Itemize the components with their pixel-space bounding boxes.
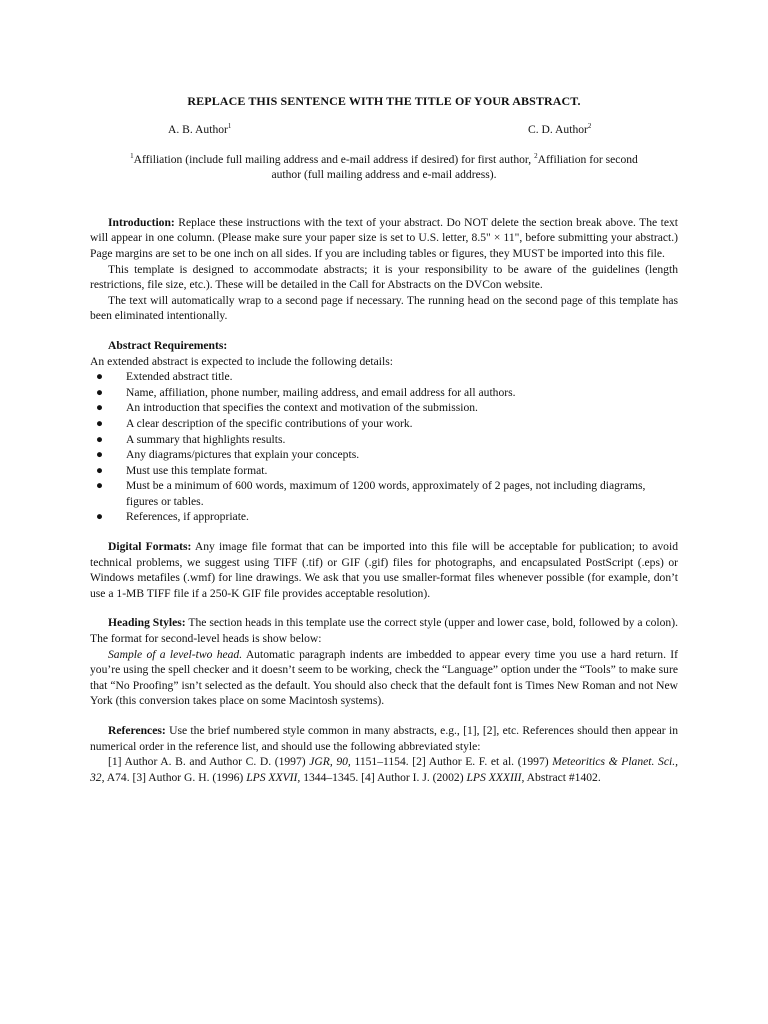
reference-1-pages: 1151–1154. [2] Author E. F. et al. (1997) [350,755,553,769]
requirements-heading: Abstract Requirements: [108,338,228,352]
affiliation-text-1: Affiliation (include full mailing address and e-mail address if desired) for first author, [133,152,535,166]
bullet-icon: ● [96,463,104,477]
affiliation-text-2: Affiliation for second author (full mailing address and e-mail address). [271,152,638,182]
author-1-sup: 1 [227,121,232,130]
heading-styles-section [90,615,678,709]
digital-formats-text: Any image file format that can be imported into this file will be acceptable for publication; to avoid technical problems, we suggest using TIFF (.tif) or GIF (.gif) files for photographs, and encapsulated PostScript (.eps) or Windows metafiles (.wmf) for line drawings. We ask that you use smaller-format files whenever possible (for example, don’t use a 1-MB TIFF file if a 250-K GIF file provides acceptable resolution). [90,540,678,600]
digital-formats-section [90,539,678,601]
reference-4-pages: Abstract #1402. [524,770,601,784]
author-2 [528,122,591,138]
introduction-paragraph-3: The text will automatically wrap to a second page if necessary. The running head on the second page of this template has been eliminated intentionally. [90,293,678,323]
introduction-heading: Introduction: [108,215,175,229]
bullet-icon: ● [96,416,104,430]
bullet-icon: ● [96,448,104,462]
reference-1: [1] Author A. B. and Author C. D. (1997) [108,755,310,769]
document-page [90,94,678,799]
list-item [90,447,678,463]
heading-styles-text: The section heads in this template use the correct style (upper and lower case, bold, followed by a colon). The format for second-level heads is show below: [90,616,678,646]
heading-styles-heading: Heading Styles: [108,616,186,630]
list-item [90,369,678,385]
reference-1-journal: JGR, 90, [309,755,351,769]
author-1 [168,122,231,138]
references-heading: References: [108,724,166,737]
author-1-name: A. B. Author [168,122,228,136]
list-item [90,478,678,509]
requirements-intro: An extended abstract is expected to include the following details: [90,354,393,368]
level-two-paragraph [90,647,678,709]
level-two-heading: Sample of a level-two head. [108,647,243,661]
bullet-icon: ● [96,432,104,446]
author-2-name: C. D. Author [528,122,588,136]
reference-4-journal: LPS XXXIII, [466,770,525,784]
list-item-text: Extended abstract title. [126,370,233,384]
references-paragraph [90,723,678,754]
introduction-paragraph-2: This template is designed to accommodate abstracts; it is your responsibility to be aware of the guidelines (length restrictions, file size, etc.). These will be detailed in the Call for Abstracts on the DVCon website. [90,262,678,292]
reference-2-journal: Meteoritics & Planet. Sci., 32, [90,755,678,784]
author-2-sup: 2 [587,121,592,130]
bullet-icon: ● [96,401,104,415]
requirements-section [90,338,678,525]
affiliation-block [90,152,678,183]
introduction-text-1: Replace these instructions with the text of your abstract. Do NOT delete the section break above. The text will appear in one column. (Please make sure your paper size is set to U.S. letter, 8.5" × 11", before submitting your abstract.) Page margins are set to be one inch on all sides. If you are including tables or figures, they MUST be imported into this file. [90,215,678,260]
list-item-text: Must use this template format. [126,463,268,477]
list-item [90,385,678,401]
author-line [90,122,678,142]
digital-formats-heading: Digital Formats: [108,540,192,554]
references-text: Use the brief numbered style common in many abstracts, e.g., [1], [2], etc. References should then appear in numerical order in the reference list, and should use the following abbreviated style: [90,724,678,753]
reference-3-journal: LPS XXVII, [246,770,301,784]
list-item [90,509,678,525]
list-item-text: A clear description of the specific contributions of your work. [126,416,413,430]
reference-list [90,754,678,785]
list-item-text: References, if appropriate. [126,510,249,524]
list-item-text: Must be a minimum of 600 words, maximum of 1200 words, approximately of 2 pages, not including diagrams, figures or tables. [126,479,646,508]
bullet-icon: ● [96,479,104,493]
introduction-section [90,215,678,324]
list-item [90,463,678,479]
references-section [90,723,678,785]
abstract-title: REPLACE THIS SENTENCE WITH THE TITLE OF YOUR ABSTRACT. [187,94,581,108]
reference-3-pages: 1344–1345. [4] Author I. J. (2002) [300,770,467,784]
level-two-text: Automatic paragraph indents are imbedded to appear every time you use a hard return. If you’re using the spell checker and it doesn’t seem to be working, check the “Language” option under the “Tools” to make sure that “No Proofing” isn’t selected as the default. You should also check that the default font is Times New Roman and not New York (this conversion takes place on some Macintosh systems). [90,647,679,708]
bullet-icon: ● [96,385,104,399]
heading-styles-paragraph [90,615,678,646]
reference-2-pages: A74. [3] Author G. H. (1996) [104,770,247,784]
affiliation-sup-1: 1 [130,151,134,160]
list-item-text: Any diagrams/pictures that explain your concepts. [126,448,360,462]
bullet-icon: ● [96,510,104,524]
digital-formats-paragraph [90,539,678,601]
list-item [90,416,678,432]
introduction-paragraph-1 [90,215,678,262]
requirements-list [90,369,678,525]
list-item [90,400,678,416]
list-item-text: Name, affiliation, phone number, mailing address, and email address for all authors. [126,385,516,399]
affiliation-sup-2: 2 [534,151,538,160]
list-item-text: An introduction that specifies the context and motivation of the submission. [126,401,478,415]
bullet-icon: ● [96,370,104,384]
list-item-text: A summary that highlights results. [126,432,286,446]
list-item [90,432,678,448]
